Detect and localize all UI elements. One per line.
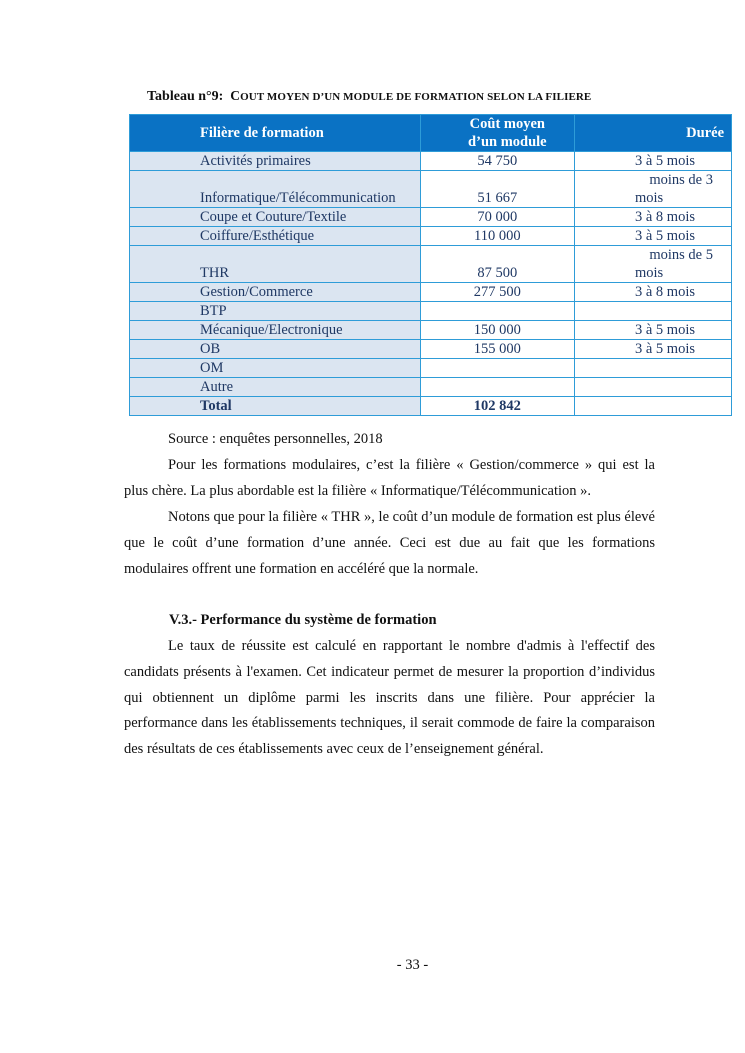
paragraph-3-block [124, 634, 655, 763]
total-label: Total [130, 397, 421, 416]
cell-duree [574, 302, 731, 321]
caption-title: COUT MOYEN D’UN MODULE DE FORMATION SELON LA FILIERE [230, 88, 592, 103]
header-cout: Coût moyen d’un module [420, 115, 574, 152]
caption-label: Tableau n°9: [147, 89, 224, 104]
table-row [130, 302, 732, 321]
cell-filiere: Coupe et Couture/Textile [130, 208, 421, 227]
table-row [130, 359, 732, 378]
cell-cout: 110 000 [420, 227, 574, 246]
cell-filiere: Informatique/Télécommunication [130, 171, 421, 208]
cell-cout: 150 000 [420, 321, 574, 340]
cell-filiere: THR [130, 246, 421, 283]
paragraph-1-block [124, 453, 655, 505]
cost-table [129, 114, 732, 416]
table-row [130, 378, 732, 397]
cell-duree [574, 359, 731, 378]
cell-filiere: Coiffure/Esthétique [130, 227, 421, 246]
cell-duree: moins de 3 mois [574, 171, 731, 208]
paragraph-2-block [124, 505, 655, 582]
table-row [130, 208, 732, 227]
table-source: Source : enquêtes personnelles, 2018 [168, 431, 383, 447]
header-filiere: Filière de formation [130, 115, 421, 152]
total-cout: 102 842 [420, 397, 574, 416]
cell-duree: moins de 5 mois [574, 246, 731, 283]
cell-cout [420, 359, 574, 378]
cell-duree: 3 à 5 mois [574, 227, 731, 246]
section-title: V.3.- Performance du système de formation [169, 612, 437, 628]
cell-duree: 3 à 5 mois [574, 340, 731, 359]
cell-cout: 54 750 [420, 152, 574, 171]
cell-cout: 51 667 [420, 171, 574, 208]
table-total-row [130, 397, 732, 416]
cell-filiere: Autre [130, 378, 421, 397]
cell-duree: 3 à 8 mois [574, 208, 731, 227]
table-caption [147, 88, 591, 105]
table-row [130, 246, 732, 283]
table-header-row [130, 115, 732, 152]
page-number: - 33 - [396, 957, 429, 973]
cell-duree [574, 378, 731, 397]
cell-cout: 87 500 [420, 246, 574, 283]
cell-filiere: OM [130, 359, 421, 378]
header-duree: Durée [574, 115, 731, 152]
table-row [130, 321, 732, 340]
table-row [130, 171, 732, 208]
table-row [130, 227, 732, 246]
cell-cout [420, 302, 574, 321]
table-row [130, 152, 732, 171]
cell-filiere: BTP [130, 302, 421, 321]
cell-duree: 3 à 8 mois [574, 283, 731, 302]
paragraph-1: Pour les formations modulaires, c’est la filière « Gestion/commerce » qui est la plus chère. La plus abordable est la filière « Informatique/Télécommunication ». [124, 457, 655, 499]
cell-duree: 3 à 5 mois [574, 321, 731, 340]
cell-filiere: OB [130, 340, 421, 359]
cell-filiere: Gestion/Commerce [130, 283, 421, 302]
cell-cout: 155 000 [420, 340, 574, 359]
table-row [130, 340, 732, 359]
paragraph-2: Notons que pour la filière « THR », le coût d’un module de formation est plus élevé que le coût d’une formation d’une année. Ceci est due au fait que les formations modulaires offrent une formation en accéléré que la normale. [124, 509, 655, 577]
cell-filiere: Activités primaires [130, 152, 421, 171]
cell-filiere: Mécanique/Electronique [130, 321, 421, 340]
cell-cout [420, 378, 574, 397]
total-duree [574, 397, 731, 416]
paragraph-3: Le taux de réussite est calculé en rapportant le nombre d'admis à l'effectif des candidats présents à l'examen. Cet indicateur permet de mesurer la proportion d’individus qui obtiennent un diplôme parmi les inscrits dans une filière. Pour apprécier la performance dans les établissements techniques, il serait commode de faire la comparaison des résultats de ces établissements avec ceux de l’enseignement général. [124, 638, 655, 758]
cell-cout: 277 500 [420, 283, 574, 302]
cell-cout: 70 000 [420, 208, 574, 227]
cell-duree: 3 à 5 mois [574, 152, 731, 171]
table-row [130, 283, 732, 302]
